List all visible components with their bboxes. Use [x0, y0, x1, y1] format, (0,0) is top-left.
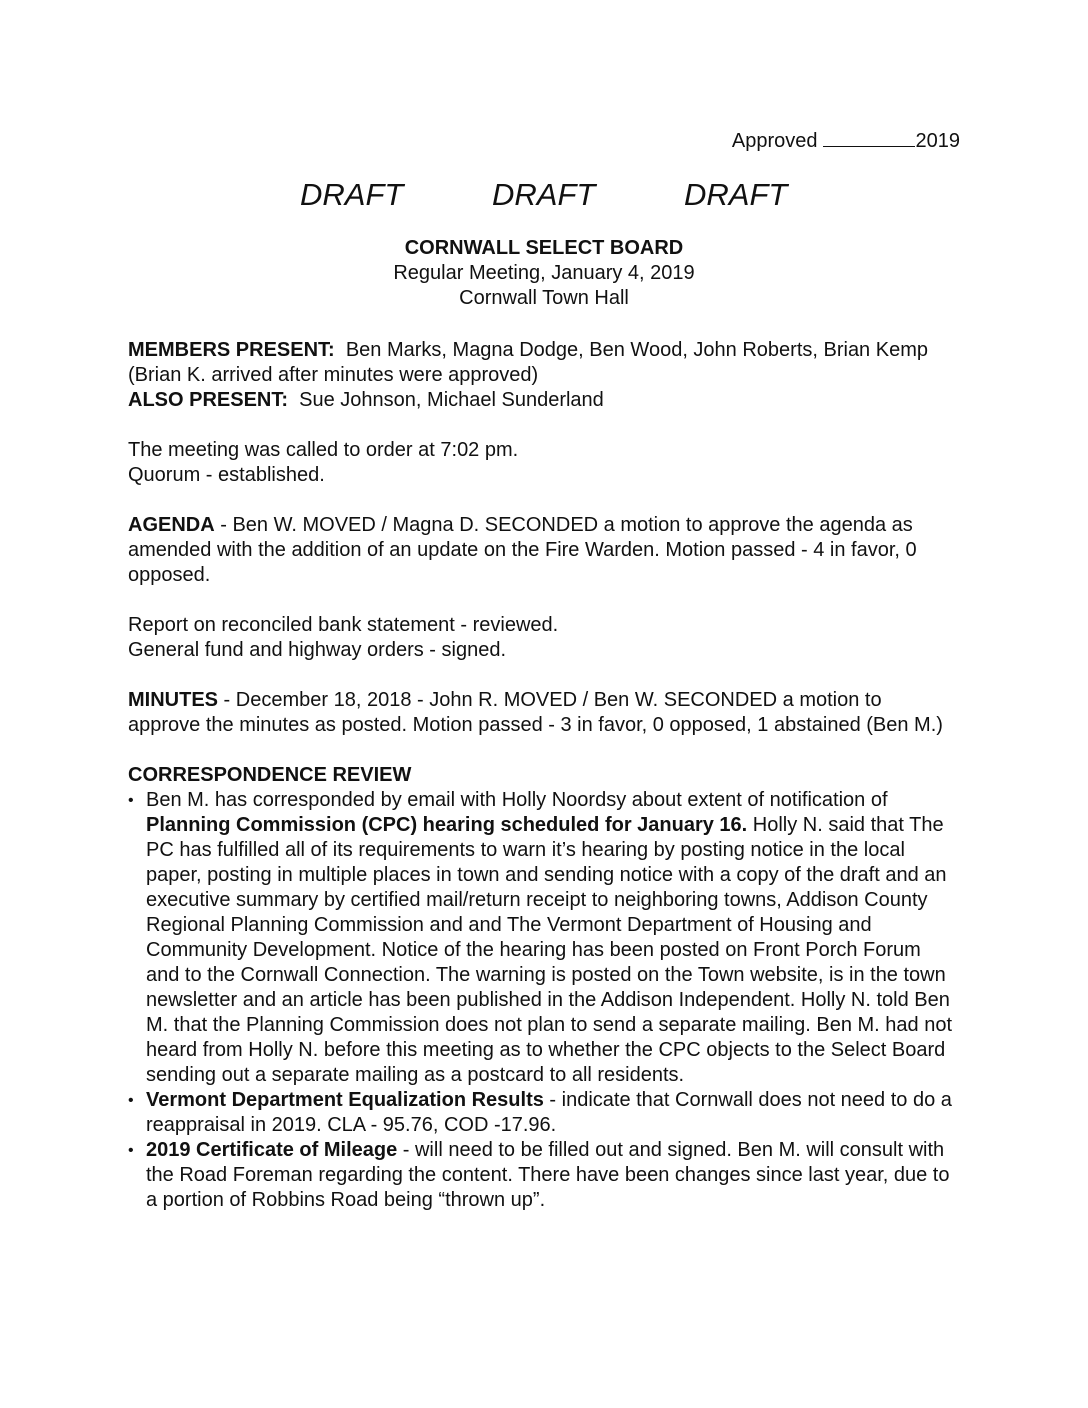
- correspondence-list: [128, 788, 958, 1213]
- approved-year: 2019: [915, 130, 960, 152]
- agenda-label: AGENDA: [128, 514, 215, 536]
- item-text-bold: Planning Commission (CPC) hearing scheduled for January 16.: [146, 814, 748, 836]
- minutes-label: MINUTES: [128, 689, 218, 711]
- draft-mark-3: DRAFT: [684, 177, 788, 212]
- correspondence-title: CORRESPONDENCE REVIEW: [128, 764, 412, 786]
- agenda-paragraph: [128, 513, 958, 588]
- item-text-post: - indicate that Cornwall does not need to do a reappraisal in 2019. CLA - 95.76, COD -17.96.: [146, 1089, 952, 1136]
- minutes-paragraph: [128, 688, 958, 738]
- item-text-pre: Ben M. has corresponded by email with Holly Noordsy about extent of notification of: [146, 789, 888, 811]
- bank-report: Report on reconciled bank statement - reviewed.: [128, 614, 559, 636]
- also-present-text: Sue Johnson, Michael Sunderland: [299, 389, 604, 411]
- agenda-text: - Ben W. MOVED / Magna D. SECONDED a motion to approve the agenda as amended with the addition of an update on the Fire Warden. Motion passed - 4 in favor, 0 opposed.: [128, 514, 917, 586]
- orders-signed: General fund and highway orders - signed.: [128, 639, 507, 661]
- call-to-order: The meeting was called to order at 7:02 pm.: [128, 439, 519, 461]
- also-present-label: ALSO PRESENT:: [128, 389, 289, 411]
- item-text-bold: 2019 Certificate of Mileage: [146, 1139, 398, 1161]
- also-present: [128, 388, 958, 413]
- meeting-date: Regular Meeting, January 4, 2019: [393, 262, 695, 284]
- members-present-text: Ben Marks, Magna Dodge, Ben Wood, John Roberts, Brian Kemp (Brian K. arrived after minutes were approved): [128, 339, 928, 386]
- reports-block: [128, 613, 958, 663]
- minutes-text: - December 18, 2018 - John R. MOVED / Ben W. SECONDED a motion to approve the minutes as posted. Motion passed - 3 in favor, 0 opposed, 1 abstained (Ben M.): [128, 689, 943, 736]
- meeting-location: Cornwall Town Hall: [459, 287, 629, 309]
- quorum: Quorum - established.: [128, 464, 325, 486]
- approval-date-blank: [823, 128, 915, 147]
- item-text-post: - will need to be filled out and signed. Ben M. will consult with the Road Foreman regarding the content. There have been changes since last year, due to a portion of Robbins Road being “thrown up”.: [146, 1139, 950, 1211]
- list-item: [128, 1138, 958, 1213]
- draft-mark-1: DRAFT: [300, 177, 404, 212]
- document-header: [0, 236, 1088, 311]
- approval-line: [732, 128, 960, 154]
- call-to-order-block: [128, 438, 958, 488]
- list-item: [128, 1088, 958, 1138]
- item-text-post: Holly N. said that The PC has fulfilled all of its requirements to warn it’s hearing by posting notice in the local paper, posting in multiple places in town and sending notice with a copy of the draft and an executive summary by certified mail/return receipt to neighboring towns, Addison County Regional Planning Commission and and The Vermont Department of Housing and Community Development. Notice of the hearing has been posted on Front Porch Forum and to the Cornwall Connection. The warning is posted on the Town website, is in the town newsletter and an article has been published in the Addison Independent. Holly N. told Ben M. that the Planning Commission does not plan to send a separate mailing. Ben M. had not heard from Holly N. before this meeting as to whether the CPC objects to the Select Board sending out a separate mailing as a postcard to all residents.: [146, 814, 953, 1086]
- approved-label: Approved: [731, 130, 818, 152]
- minutes-body: [128, 338, 958, 1213]
- draft-mark-2: DRAFT: [492, 177, 596, 212]
- list-item: [128, 788, 958, 1088]
- item-text-bold: Vermont Department Equalization Results: [146, 1089, 544, 1111]
- organization-title: CORNWALL SELECT BOARD: [404, 237, 684, 259]
- members-present: [128, 338, 958, 388]
- members-present-label: MEMBERS PRESENT:: [128, 339, 335, 361]
